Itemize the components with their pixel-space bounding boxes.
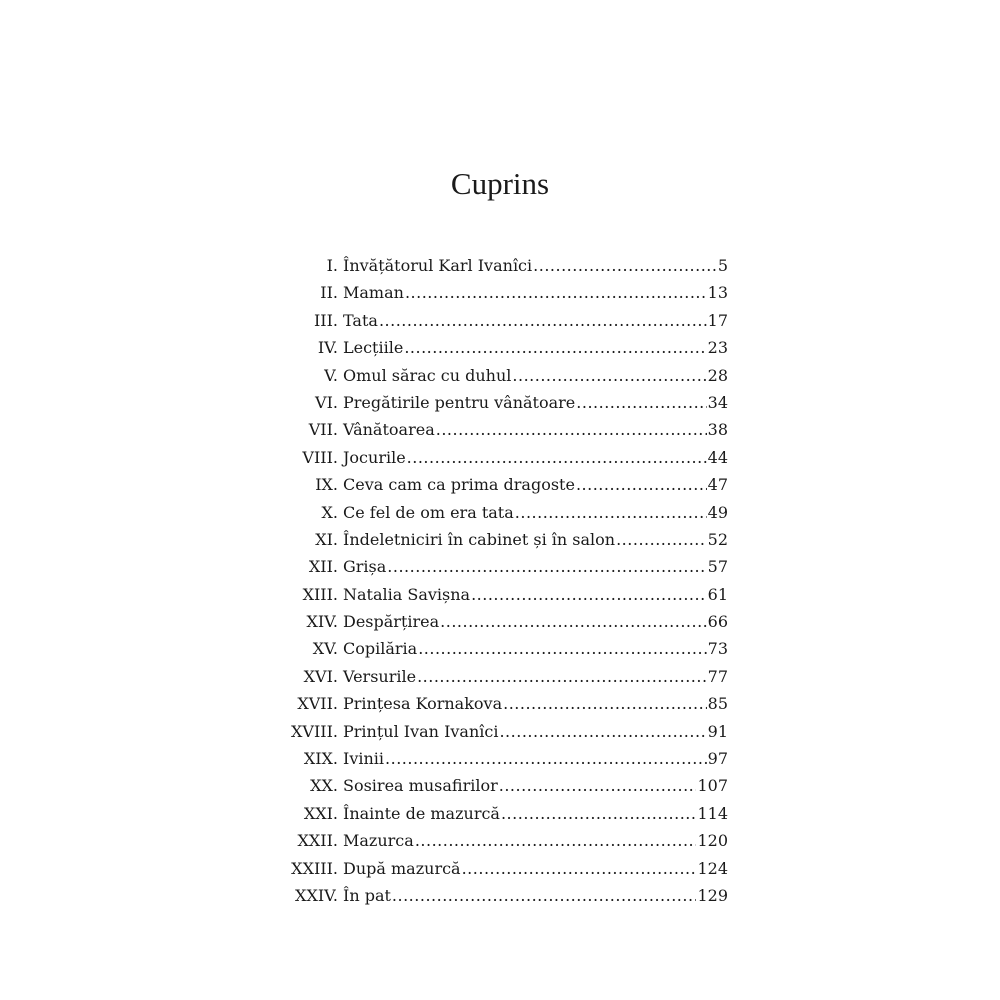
- page-number: 77: [707, 666, 728, 686]
- page-number: 49: [707, 502, 728, 522]
- chapter-title: Despărțirea: [343, 612, 440, 632]
- toc-entry: [0, 252, 1000, 279]
- chapter-entry: [343, 745, 728, 772]
- dot-leader: [417, 663, 707, 690]
- page-number: 129: [697, 885, 728, 905]
- dot-leader: [499, 772, 697, 799]
- chapter-entry: [343, 581, 728, 608]
- chapter-entry: [343, 389, 728, 416]
- page-number: 120: [697, 831, 728, 851]
- chapter-title: Înainte de mazurcă: [343, 803, 500, 823]
- toc-entry: [0, 608, 1000, 635]
- chapter-title: În pat: [343, 885, 391, 905]
- chapter-title: Ceva cam ca prima dragoste: [343, 475, 575, 495]
- chapter-entry: [343, 608, 728, 635]
- chapter-entry: [343, 362, 728, 389]
- toc-entry: [0, 471, 1000, 498]
- chapter-number: IX.: [315, 475, 338, 495]
- chapter-entry: [343, 827, 728, 854]
- chapter-number: VII.: [308, 420, 338, 440]
- dot-leader: [471, 581, 707, 608]
- chapter-title: Grișa: [343, 557, 387, 577]
- chapter-number: XXIV.: [295, 885, 338, 905]
- chapter-entry: [343, 718, 728, 745]
- chapter-number: XXI.: [303, 803, 338, 823]
- chapter-entry: [343, 553, 728, 580]
- page-number: 97: [707, 749, 728, 769]
- chapter-title: Tata: [343, 310, 378, 330]
- dot-leader: [515, 499, 707, 526]
- chapter-title: Mazurca: [343, 831, 414, 851]
- page-number: 17: [707, 310, 728, 330]
- chapter-entry: [343, 252, 728, 279]
- toc-entry: [0, 416, 1000, 443]
- chapter-entry: [343, 526, 728, 553]
- toc-entry: [0, 581, 1000, 608]
- page-number: 66: [707, 612, 728, 632]
- dot-leader: [462, 855, 697, 882]
- dot-leader: [499, 718, 706, 745]
- chapter-number: XXII.: [297, 831, 338, 851]
- toc-entry: [0, 745, 1000, 772]
- chapter-entry: [343, 855, 728, 882]
- chapter-entry: [343, 307, 728, 334]
- toc-entry: [0, 800, 1000, 827]
- chapter-number: V.: [324, 365, 338, 385]
- chapter-title: Ce fel de om era tata: [343, 502, 514, 522]
- chapter-number: XIX.: [303, 749, 338, 769]
- chapter-entry: [343, 471, 728, 498]
- chapter-number: XVI.: [303, 666, 338, 686]
- chapter-title: Prințesa Kornakova: [343, 694, 503, 714]
- page-number: 23: [707, 338, 728, 358]
- page-number: 107: [697, 776, 728, 796]
- chapter-entry: [343, 279, 728, 306]
- page-number: 61: [707, 584, 728, 604]
- toc-entry: [0, 855, 1000, 882]
- chapter-entry: [343, 416, 728, 443]
- table-of-contents: [0, 252, 1000, 909]
- chapter-number: XII.: [308, 557, 338, 577]
- page-number: 13: [707, 283, 728, 303]
- chapter-title: Natalia Savișna: [343, 584, 471, 604]
- page-number: 124: [697, 858, 728, 878]
- chapter-title: Copilăria: [343, 639, 418, 659]
- chapter-title: Învățătorul Karl Ivanîci: [343, 256, 533, 275]
- toc-entry: [0, 635, 1000, 662]
- page-number: 34: [707, 392, 728, 412]
- chapter-number: XVII.: [297, 694, 338, 714]
- dot-leader: [616, 526, 707, 553]
- chapter-number: IV.: [317, 338, 338, 358]
- dot-leader: [512, 362, 706, 389]
- chapter-number: XVIII.: [291, 721, 338, 741]
- chapter-entry: [343, 690, 728, 717]
- chapter-number: XX.: [310, 776, 338, 796]
- dot-leader: [533, 252, 717, 279]
- toc-entry: [0, 718, 1000, 745]
- chapter-title: După mazurcă: [343, 858, 461, 878]
- page-number: 47: [707, 475, 728, 495]
- dot-leader: [501, 800, 696, 827]
- chapter-number: XXIII.: [291, 858, 338, 878]
- page-number: 38: [707, 420, 728, 440]
- toc-entry: [0, 362, 1000, 389]
- dot-leader: [436, 416, 707, 443]
- dot-leader: [379, 307, 707, 334]
- dot-leader: [407, 444, 707, 471]
- toc-entry: [0, 444, 1000, 471]
- dot-leader: [404, 334, 706, 361]
- page-number: 52: [707, 529, 728, 549]
- chapter-title: Pregătirile pentru vânătoare: [343, 392, 576, 412]
- toc-entry: [0, 307, 1000, 334]
- dot-leader: [405, 279, 707, 306]
- chapter-title: Maman: [343, 283, 404, 303]
- dot-leader: [392, 882, 697, 909]
- dot-leader: [503, 690, 707, 717]
- chapter-entry: [343, 334, 728, 361]
- page-number: 73: [707, 639, 728, 659]
- chapter-number: III.: [313, 310, 338, 330]
- chapter-title: Vânătoarea: [343, 420, 435, 440]
- chapter-entry: [343, 444, 728, 471]
- chapter-number: XV.: [312, 639, 338, 659]
- page-title: Cuprins: [450, 166, 550, 201]
- page-number: 28: [707, 365, 728, 385]
- page-number: 5: [717, 256, 728, 275]
- dot-leader: [440, 608, 707, 635]
- toc-entry: [0, 334, 1000, 361]
- toc-entry: [0, 553, 1000, 580]
- dot-leader: [418, 635, 706, 662]
- toc-entry: [0, 690, 1000, 717]
- page-number: 85: [707, 694, 728, 714]
- toc-entry: [0, 499, 1000, 526]
- dot-leader: [387, 553, 706, 580]
- chapter-number: XIV.: [306, 612, 338, 632]
- toc-entry: [0, 663, 1000, 690]
- toc-entry: [0, 772, 1000, 799]
- chapter-entry: [343, 882, 728, 909]
- toc-entry: [0, 526, 1000, 553]
- chapter-entry: [343, 772, 728, 799]
- toc-entry: [0, 882, 1000, 909]
- chapter-entry: [343, 499, 728, 526]
- chapter-entry: [343, 635, 728, 662]
- page-number: 57: [707, 557, 728, 577]
- dot-leader: [576, 471, 707, 498]
- chapter-title: Prințul Ivan Ivanîci: [343, 721, 499, 741]
- page-number: 91: [707, 721, 728, 741]
- page-number: 44: [707, 447, 728, 467]
- chapter-number: VI.: [315, 392, 338, 412]
- chapter-entry: [343, 663, 728, 690]
- toc-entry: [0, 827, 1000, 854]
- dot-leader: [385, 745, 707, 772]
- chapter-number: XIII.: [302, 584, 338, 604]
- chapter-number: X.: [321, 502, 338, 522]
- chapter-title: Versurile: [343, 666, 417, 686]
- dot-leader: [415, 827, 697, 854]
- chapter-number: II.: [320, 283, 338, 303]
- toc-entry: [0, 279, 1000, 306]
- chapter-title: Sosirea musafirilor: [343, 776, 498, 796]
- chapter-title: Jocurile: [343, 447, 406, 467]
- chapter-title: Omul sărac cu duhul: [343, 365, 512, 385]
- chapter-number: VIII.: [302, 447, 338, 467]
- toc-entry: [0, 389, 1000, 416]
- page-number: 114: [697, 803, 728, 823]
- chapter-title: Îndeletniciri în cabinet și în salon: [343, 529, 616, 549]
- chapter-title: Ivinii: [343, 749, 385, 769]
- dot-leader: [576, 389, 706, 416]
- chapter-title: Lecțiile: [343, 338, 404, 358]
- chapter-number: XI.: [315, 529, 338, 549]
- chapter-number: I.: [326, 256, 338, 275]
- chapter-entry: [343, 800, 728, 827]
